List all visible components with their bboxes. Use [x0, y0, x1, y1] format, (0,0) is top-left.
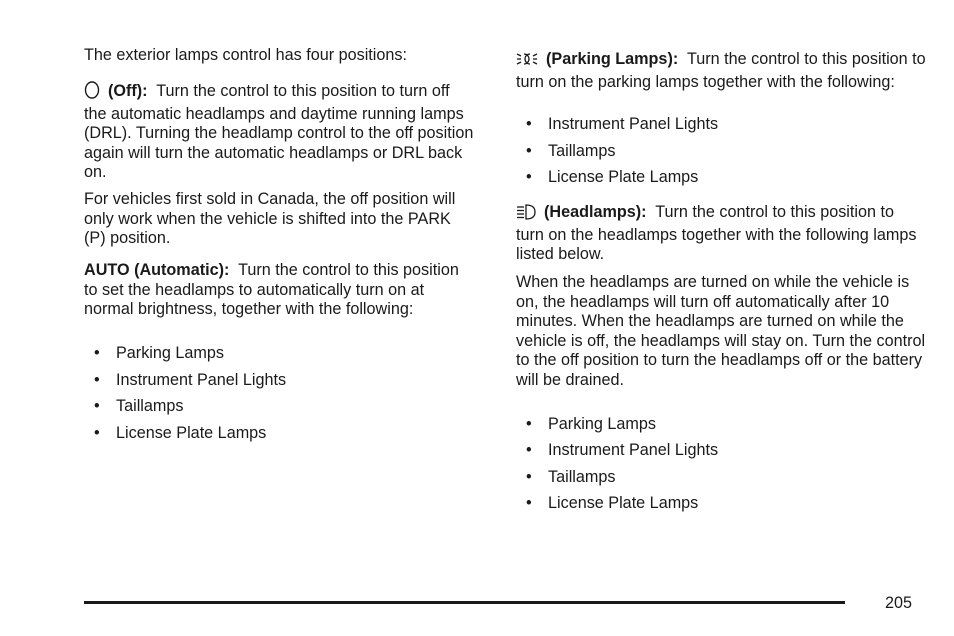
- bullet-icon: •: [526, 494, 532, 512]
- bullet-icon: •: [94, 371, 100, 389]
- auto-text: Turn the control to this position to set the headlamps to automatically turn on at normal brightness, together with the following:: [84, 261, 459, 318]
- canada-note: For vehicles first sold in Canada, the off position will only work when the vehicle is shifted into the PARK (P) position.: [84, 190, 456, 247]
- circle-off-icon: [84, 81, 100, 105]
- bullet-icon: •: [526, 168, 532, 186]
- bullet-icon: •: [94, 397, 100, 415]
- bullet-icon: •: [526, 415, 532, 433]
- parking-label: (Parking Lamps):: [546, 50, 679, 68]
- headlamps-label: (Headlamps):: [544, 203, 647, 221]
- bullet-icon: •: [526, 468, 532, 486]
- footer-rule: [84, 601, 845, 604]
- off-description: [84, 81, 474, 183]
- bullet-icon: •: [526, 142, 532, 160]
- headlamps-icon: [516, 204, 536, 226]
- auto-off-note: When the headlamps are turned on while the vehicle is on, the headlamps will turn off automatically after 10 minutes. When the headlamps are turned on while the vehicle is off, the headlamps will stay on. Turn the control to the off position to turn the headlamps off or the battery will be drained.: [516, 273, 926, 389]
- auto-label: AUTO (Automatic):: [84, 261, 230, 279]
- off-label: (Off):: [108, 82, 148, 100]
- bullet-icon: •: [94, 344, 100, 362]
- headlamps-text: Turn the control to this position to turn on the headlamps together with the following lamps listed below.: [516, 203, 917, 263]
- parking-description: [516, 50, 926, 92]
- headlamps-description: [516, 203, 926, 265]
- parking-text: Turn the control to this position to turn on the parking lamps together with the following:: [516, 50, 926, 91]
- parking-lamps-icon: [516, 51, 538, 73]
- auto-description: [84, 261, 474, 320]
- intro-text: The exterior lamps control has four positions:: [84, 46, 407, 64]
- bullet-icon: •: [94, 424, 100, 442]
- bullet-icon: •: [526, 441, 532, 459]
- page-number: 205: [885, 594, 913, 612]
- off-text: Turn the control to this position to turn off the automatic headlamps and daytime running lamps (DRL). Turning the headlamp control to the off position again will turn the automatic headlamps or DRL back on.: [84, 82, 474, 181]
- bullet-icon: •: [526, 115, 532, 133]
